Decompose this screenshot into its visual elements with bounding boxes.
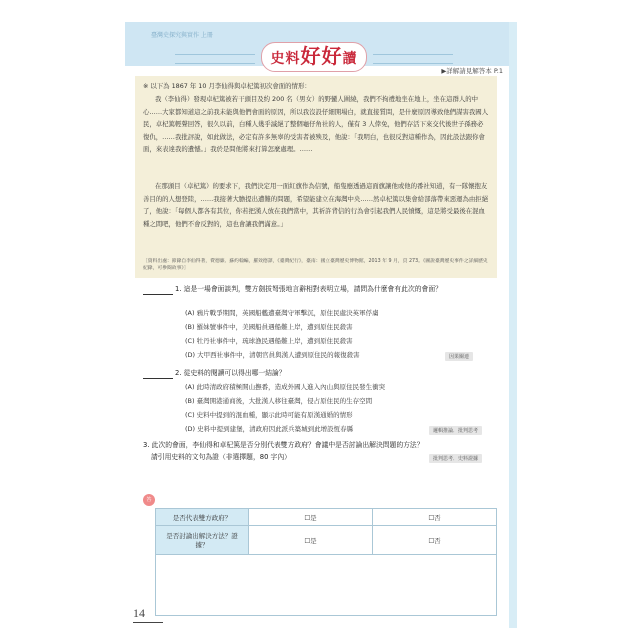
page-number: 14 [133,606,145,620]
answer-reference: ▶詳解請見解答本 P.1 [441,67,503,75]
no-checkbox[interactable]: ☐否 [373,509,497,526]
passage-paragraph-2: 在那頭目（卓杞篤）的要求下，我們決定用一面紅旗作為信號，船隻應透過這面旗讓他或他的番社知道，有一隊懷抱友善目的的人想登陸，……我接著大膽提出遭難的問題，希望能建立在海灣中央……然卓杞篤以集會給部落帶來惡運為由拒絕了，他說：「每個人都各有其位，你若把漢人放在我們當中，其祈許背信的行為會引起我們人民憤慨，這是將受最後在混血種之間吧，他們不會反對的，這也會讓我們滿意。」 [143,182,489,228]
passage-paragraph-1: 我（李仙得）發現卓杞篤被若干頭目及約 200 名（男女）的野蠻人圍繞，我們不拘禮地坐在地上，坐在這群人的中心……大家都知道這之前我未能與他們會面的原因，所以我沒設仔細開場白，就直接質問，是什麼原因導致他們謀害我國人民，卓杞篤輕聲回答，很久以前，白種人幾乎滅絕了整個龜仔角社的人，僅有 3 人倖免，他們存活下來交代後世子孫務必復仇，……我批評說，如此做法，必定有許多無辜的受害者被殃及，他說：「我明白，也很反對這種作為，因此設法跟你會面，來表達我的遺憾。」我於是問他將來打算怎麼處理。…… [143,95,489,153]
question-2-option-a: (A) 此時清政府積極開山撫番，造成外國人進入內山與原住民發生衝突 [185,383,386,391]
answer-icon: 答 [143,494,155,506]
question-2-option-d: (D) 史料中提到建堡，清政府因此派兵築城到此增設恆春縣 [185,425,354,433]
row-label: 是否討論出解決方法？證據？ [156,526,249,555]
answer-table [155,508,497,616]
yes-checkbox[interactable]: ☐是 [249,509,373,526]
question-2-option-b: (B) 臺灣開港通商後，大批漢人移往臺灣，侵占原住民的生存空間 [185,397,373,405]
answer-blank-1[interactable] [143,286,173,295]
side-strip [509,22,517,628]
question-2-option-c: (C) 史料中提到的混血種，顯示此時可能有原漢通婚的情形 [185,411,353,419]
passage-intro: ※ 以下為 1867 年 10 月李仙得與卓杞篤初次會面的情形： [143,82,311,90]
section-title-badge [261,42,367,72]
answer-writing-area[interactable] [156,555,497,616]
section-title: 史料好好讀 [270,44,358,68]
question-1-option-a: (A) 鴉片戰爭期間，英國船艦遭臺灣守軍擊沉，原住民處決英軍俘虜 [185,309,379,317]
question-1-option-d: (D) 大甲西社事件中，清朝官員與漢人遭到原住民的報復殺害 [185,351,360,359]
question-3-stem: 3. 此次的會面，李仙得和卓杞篤是否分別代表雙方政府？會議中是否討論出解決問題的方法？ [143,441,424,449]
workbook-page [125,22,517,628]
question-3-skill-tag: 批判思考．史料證據 [429,454,482,463]
question-1-stem: 1. 這是一場會面談判，雙方劍拔弩張地言辭相對表明立場，請問為什麼會有此次的會面？ [175,285,442,293]
table-row [156,555,497,616]
question-1-option-b: (B) 羅妹號事件中，美國船員遇船難上岸，遭到原住民殺害 [185,323,353,331]
row-label: 是否代表雙方政府？ [156,509,249,526]
title-decoration-left [175,54,255,64]
answer-blank-2[interactable] [143,370,173,379]
question-2-skill-tag: 邏輯推論．批判思考 [429,426,482,435]
no-checkbox[interactable]: ☐否 [373,526,497,555]
question-1-skill-tag: 因果關連 [445,352,473,361]
table-row [156,526,497,555]
question-3-instruction: 請引用史料的文句為證（非選擇題，80 字內） [151,453,291,461]
question-1-option-c: (C) 牡丹社事件中，琉球漁民遇船難上岸，遭到原住民殺害 [185,337,353,345]
question-2-stem: 2. 從史料的閱讀可以得出哪一結論？ [175,369,286,377]
table-row [156,509,497,526]
header-running-text: 臺灣史探究與實作 上冊 [151,32,213,39]
source-passage-box [135,76,497,278]
page-number-underline [133,622,163,623]
title-decoration-right [373,54,453,64]
passage-source: ［資料出處：節錄自李仙得著，費德廉、蘇約翰編，羅效德譯，《臺灣紀行》，臺南：國立臺灣歷史博物館，2013 年 9 月，頁 273。《圖說臺灣歷史事件之詳細歷史紀錄，可參閱故事》］ [143,259,488,271]
yes-checkbox[interactable]: ☐是 [249,526,373,555]
